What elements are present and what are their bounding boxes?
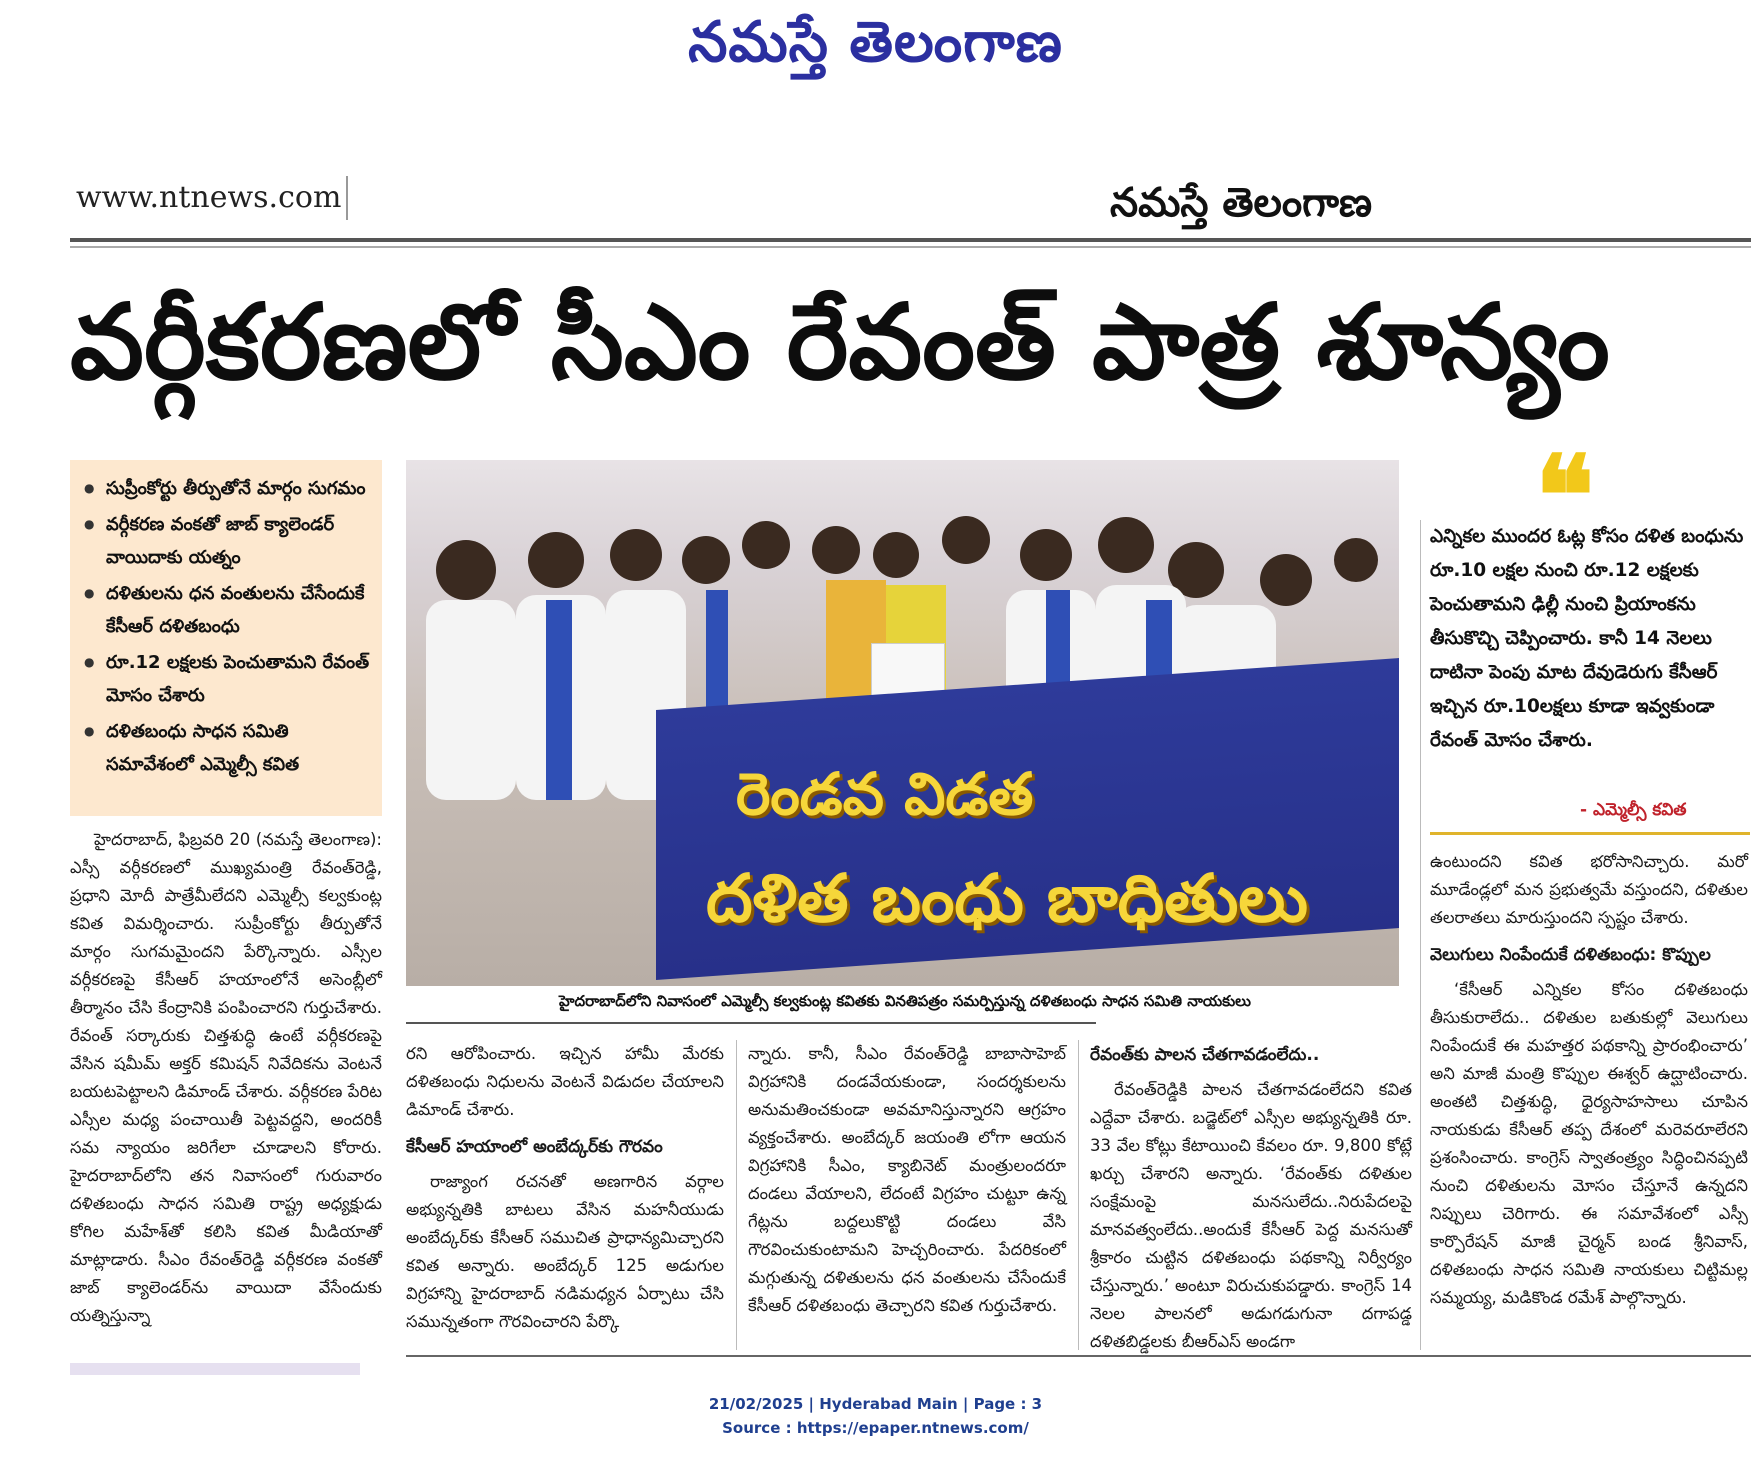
column-divider [1420,520,1421,1350]
photo-caption: హైదరాబాద్‌లోని నివాసంలో ఎమ్మెల్సీ కల్వకుంట్ల కవితకు వినతిపత్రం సమర్పిస్తున్న దళితబంధు సాధన సమితి నాయకులు [559,992,1251,1010]
subheading: రేవంత్‌కు పాలన చేతగావడంలేదు.. [1090,1045,1320,1065]
pull-quote: ఎన్నికల ముందర ఓట్ల కోసం దళిత బంధును రూ.10 లక్షల నుంచి రూ.12 లక్షలకు పెంచుతామని ఢిల్లీ నుంచి ప్రియాంకను తీసుకొచ్చి చెప్పించారు. కానీ 14 నెలలు దాటినా పెంపు మాట దేవుడెరుగు కేసీఆర్ ఇచ్చిన రూ.10లక్షలు కూడా ఇవ్వకుండా రేవంత్ మోసం చేశారు. [1430,526,1744,751]
mini-logo: నమస్తే తెలంగాణ [1110,180,1373,226]
header-rule-thin [70,246,1751,248]
paragraph: రని ఆరోపించారు. ఇచ్చిన హామీ మేరకు దళితబంధు నిధులను వెంటనే విడుదల చేయాలని డిమాండ్ చేశారు. [406,1044,724,1119]
subheading: కేసీఆర్ హయాంలో అంబేద్కర్‌కు గౌరవం [406,1137,663,1157]
highlight-item: ● దళితబంధు సాధన సమితి సమావేశంలో ఎమ్మెల్సీ కవిత [84,715,372,781]
paragraph: హైదరాబాద్, ఫిబ్రవరి 20 (నమస్తే తెలంగాణ): ఎస్సీ వర్గీకరణలో ముఖ్యమంత్రి రేవంత్‌రెడ్డి, ప్రధాని మోదీ పాత్రేమీలేదని ఎమ్మెల్సీ కల్వకుంట్ల కవిత విమర్శించారు. సుప్రీంకోర్టు తీర్పుతోనే మార్గం సుగమమైందని పేర్కొన్నారు. ఎస్సీల వర్గీకరణపై కేసీఆర్ హయాంలోనే అసెంబ్లీలో తీర్మానం చేసి కేంద్రానికి పంపించారని గుర్తుచేశారు. రేవంత్ సర్కారుకు చిత్తశుద్ధి ఉంటే వర్గీకరణపై వేసిన షమీమ్ అక్తర్ కమిషన్ నివేదికను వెంటనే బయటపెట్టాలని డిమాండ్ చేశారు. వర్గీకరణ పేరిట ఎస్సీల మధ్య పంచాయితీ పెట్టవద్దని, అందరికీ సమ న్యాయం జరిగేలా చూడాలని కోరారు. హైదరాబాద్‌లోని తన నివాసంలో గురువారం దళితబంధు సాధన సమితి రాష్ట్ర అధ్యక్షుడు కోగిల మహేశ్‌తో కలిసి కవిత మీడియాతో మాట్లాడారు. సీఎం రేవంత్‌రెడ్డి వర్గీకరణ వంకతో జాబ్ క్యాలెండర్‌ను వాయిదా వేసేందుకు యత్నిస్తున్నా [70,830,382,1325]
paragraph: రాజ్యాంగ రచనతో అణగారిన వర్గాల అభ్యున్నతికి బాటలు వేసిన మహనీయుడు అంబేద్కర్‌కు కేసీఆర్ సముచిత ప్రాధాన్యమిచ్చారని కవిత అన్నారు. అంబేద్కర్ 125 అడుగుల విగ్రహాన్ని హైదరాబాద్ నడిమధ్యన ఏర్పాటు చేసి సమున్నతంగా గౌరవించారని పేర్కొ [406,1172,724,1331]
subheading: వెలుగులు నింపేందుకే దళితబంధు: కొప్పుల [1430,945,1711,965]
banner-text-line2: దళిత బంధు బాధితులు [706,860,1309,937]
banner-text-line1: రెండవ విడత [736,760,1034,828]
article-column-3 [748,1040,1066,1320]
article-column-1 [70,826,382,1330]
article-column-2 [406,1040,724,1336]
paragraph: ఉంటుందని కవిత భరోసానిచ్చారు. మరో మూడేండ్లలో మన ప్రభుత్వమే వస్తుందని, దళితుల తలరాతలు మారుస్తుందని స్పష్టం చేశారు. [1430,852,1748,927]
quote-attribution: - ఎమ్మెల్సీ కవిత [1580,800,1687,820]
footer-source[interactable]: Source : https://epaper.ntnews.com/ [722,1419,1029,1437]
caption-rule [406,1022,1096,1024]
quote-icon: ❝ [1535,431,1595,560]
quote-rule [1430,832,1750,835]
paragraph: న్నారు. కానీ, సీఎం రేవంత్‌రెడ్డి బాబాసాహెబ్ విగ్రహానికి దండవేయకుండా, సందర్శకులను అనుమతించకుండా అవమానిస్తున్నారని ఆగ్రహం వ్యక్తంచేశారు. అంబేద్కర్ జయంతి లోగా ఆయన విగ్రహానికి సీఎం, క్యాబినెట్ మంత్రులందరూ దండలు వేయాలని, లేదంటే విగ్రహం చుట్టూ ఉన్న గేట్లను బద్దలుకొట్టి దండలు వేసి గౌరవించుకుంటామని హెచ్చరించారు. పేదరికంలో మగ్గుతున్న దళితులను ధన వంతులను చేసేందుకే కేసీఆర్ దళితబంధు తెచ్చారని కవిత గుర్తుచేశారు. [748,1044,1066,1315]
highlight-item: ● దళితులను ధన వంతులను చేసేందుకే కేసీఆర్ దళితబంధు [84,577,372,643]
masthead-logo: నమస్తే తెలంగాణ [688,10,1063,75]
highlight-item: ● వర్గీకరణ వంకతో జాబ్ క్యాలెండర్ వాయిదాకు యత్నం [84,508,372,574]
paragraph: ‘కేసీఆర్ ఎన్నికల కోసం దళితబంధు తీసుకురాలేదు.. దళితుల బతుకుల్లో వెలుగులు నింపేందుకే ఈ మహత్తర పథకాన్ని ప్రారంభించారు’ అని మాజీ మంత్రి కొప్పుల ఈశ్వర్ ఉద్ఘాటించారు. అంతటి చిత్తశుద్ధి, ధైర్యసాహసాలు చూపిన నాయకుడు కేసీఆర్ తప్ప దేశంలో మరెవరూలేరని ప్రశంసించారు. కాంగ్రెస్ స్వాతంత్ర్యం సిద్ధించినప్పటి నుంచి దళితులను మోసం చేస్తూనే ఉన్నదని నిప్పులు చెరిగారు. ఈ సమావేశంలో ఎస్సీ కార్పొరేషన్ మాజీ చైర్మన్ బండ శ్రీనివాస్, దళితబంధు సాధన సమితి నాయకులు చిట్టిమల్ల సమ్మయ్య, మడికొండ రమేశ్ పాల్గొన్నారు. [1430,980,1748,1307]
decorative-bar [70,1363,360,1375]
highlights-box [70,460,382,816]
footer [0,1392,1751,1440]
site-url: www.ntnews.com [76,180,342,215]
news-photo [406,460,1399,986]
header-rule [70,238,1751,242]
article-column-5 [1430,848,1748,1312]
highlight-item: ● సుప్రీంకోర్టు తీర్పుతోనే మార్గం సుగమం [84,472,372,505]
headline: వర్గీకరణలో సీఎం రేవంత్ పాత్ర శూన్యం [70,281,1610,403]
column-divider [1078,1040,1079,1350]
paragraph: రేవంత్‌రెడ్డికి పాలన చేతగావడంలేదని కవిత ఎద్దేవా చేశారు. బడ్జెట్‌లో ఎస్సీల అభ్యున్నతికి రూ. 33 వేల కోట్లు కేటాయించి కేవలం రూ. 9,800 కోట్లే ఖర్చు చేశారని అన్నారు. ‘రేవంత్‌కు దళితుల సంక్షేమంపై మనసులేదు..నిరుపేదలపై మానవత్వంలేదు..అందుకే కేసీఆర్ పెద్ద మనసుతో శ్రీకారం చుట్టిన దళితబంధు పథకాన్ని నిర్వీర్యం చేస్తున్నారు.’ అంటూ విరుచుకుపడ్డారు. కాంగ్రెస్ 14 నెలల పాలనలో అడుగడుగునా దగాపడ్డ దళితబిడ్డలకు బీఆర్‌ఎస్ అండగా [1090,1080,1412,1351]
highlight-item: ● రూ.12 లక్షలకు పెంచుతామని రేవంత్ మోసం చేశారు [84,646,372,712]
article-column-4 [1090,1040,1412,1356]
column-divider [736,1040,737,1350]
bottom-rule [406,1355,1751,1357]
divider [346,176,348,220]
footer-date-edition: 21/02/2025 | Hyderabad Main | Page : 3 [708,1395,1043,1413]
